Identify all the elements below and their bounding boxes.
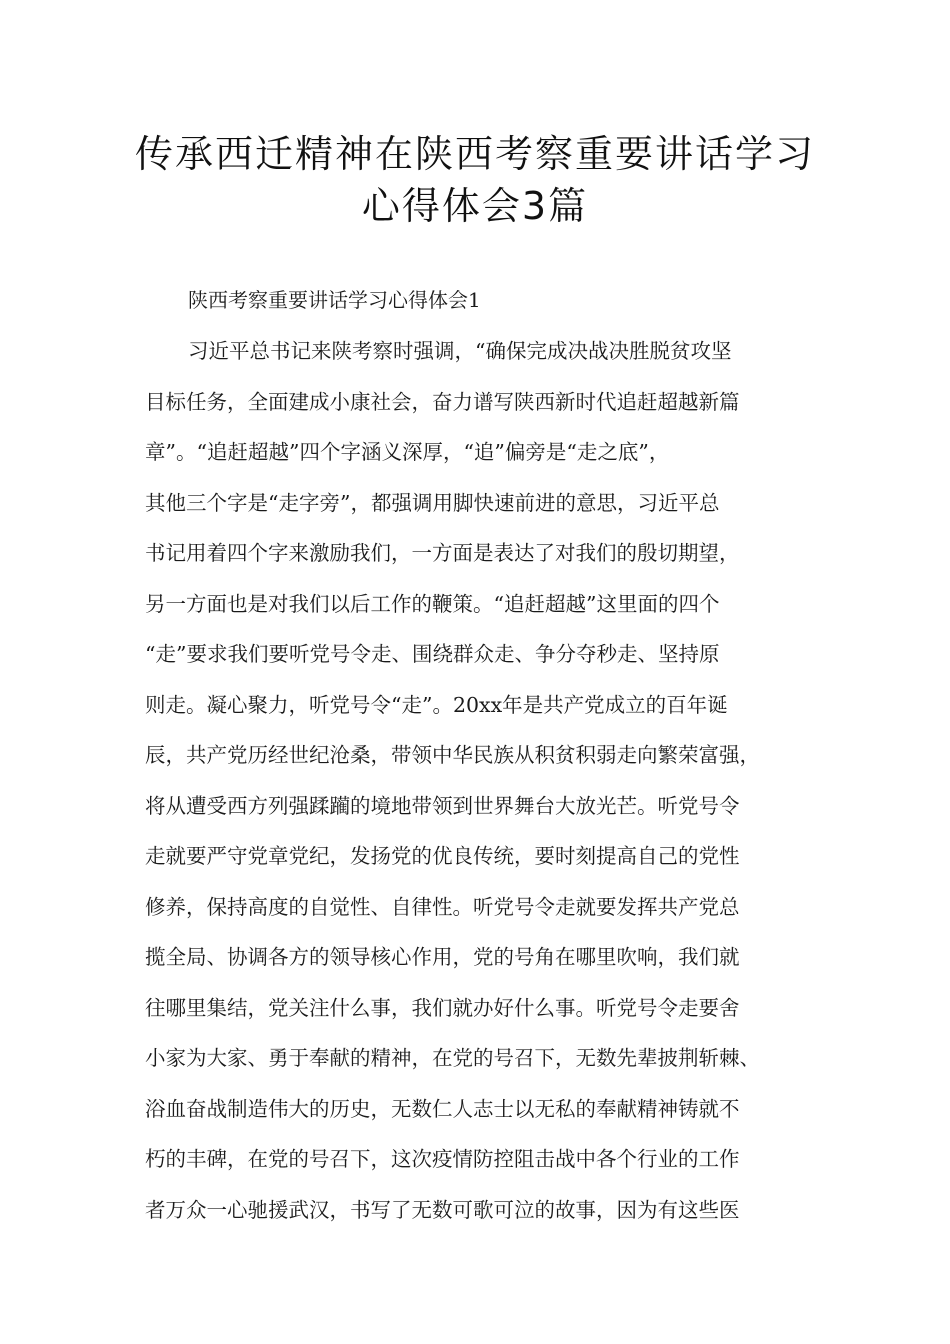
paragraph-line: 章”。“追赶超越”四个字涵义深厚，“追”偏旁是“走之底”，	[145, 440, 670, 464]
paragraph-line: 浴血奋战制造伟大的历史，无数仁人志士以无私的奉献精神铸就不	[145, 1096, 740, 1121]
section-heading: 陕西考察重要讲话学习心得体会1	[188, 288, 481, 312]
paragraph-line: 则走。凝心聚力，听党号令“走”。20xx年是共产党成立的百年诞	[145, 692, 728, 717]
paragraph-line: 书记用着四个字来激励我们，一方面是表达了对我们的殷切期望，	[145, 541, 740, 565]
document-title-line: 心得体会3篇	[361, 184, 589, 228]
document-title-line: 传承西迁精神在陕西考察重要讲话学习	[134, 132, 815, 176]
paragraph-line: 小家为大家、勇于奉献的精神，在党的号召下，无数先辈披荆斩棘、	[145, 1046, 760, 1070]
paragraph-line: 者万众一心驰援武汉，书写了无数可歌可泣的故事，因为有这些医	[145, 1197, 740, 1222]
paragraph-line: 习近平总书记来陕考察时强调，“确保完成决战决胜脱贫攻坚	[188, 339, 732, 363]
paragraph-line: 其他三个字是“走字旁”，都强调用脚快速前进的意思，习近平总	[145, 490, 720, 515]
paragraph-line: 往哪里集结，党关注什么事，我们就办好什么事。听党号令走要舍	[145, 995, 740, 1020]
document-title	[100, 128, 850, 232]
body-paragraph	[145, 331, 835, 1240]
paragraph-line: 另一方面也是对我们以后工作的鞭策。“追赶超越”这里面的四个	[145, 591, 720, 616]
paragraph-line: 走就要严守党章党纪，发扬党的优良传统，要时刻提高自己的党性	[145, 844, 740, 868]
paragraph-line: 辰，共产党历经世纪沧桑，带领中华民族从积贫积弱走向繁荣富强，	[145, 743, 760, 767]
paragraph-line: “走”要求我们要听党号令走、围绕群众走、争分夺秒走、坚持原	[145, 642, 720, 666]
paragraph-line: 修养，保持高度的自觉性、自律性。听党号令走就要发挥共产党总	[145, 894, 740, 919]
paragraph-line: 将从遭受西方列强蹂躏的境地带领到世界舞台大放光芒。听党号令	[145, 793, 740, 818]
paragraph-line: 朽的丰碑，在党的号召下，这次疫情防控阻击战中各个行业的工作	[145, 1147, 740, 1171]
paragraph-line: 目标任务，全面建成小康社会，奋力谱写陕西新时代追赶超越新篇	[145, 389, 740, 414]
paragraph-line: 揽全局、协调各方的领导核心作用，党的号角在哪里吹响，我们就	[145, 945, 740, 969]
